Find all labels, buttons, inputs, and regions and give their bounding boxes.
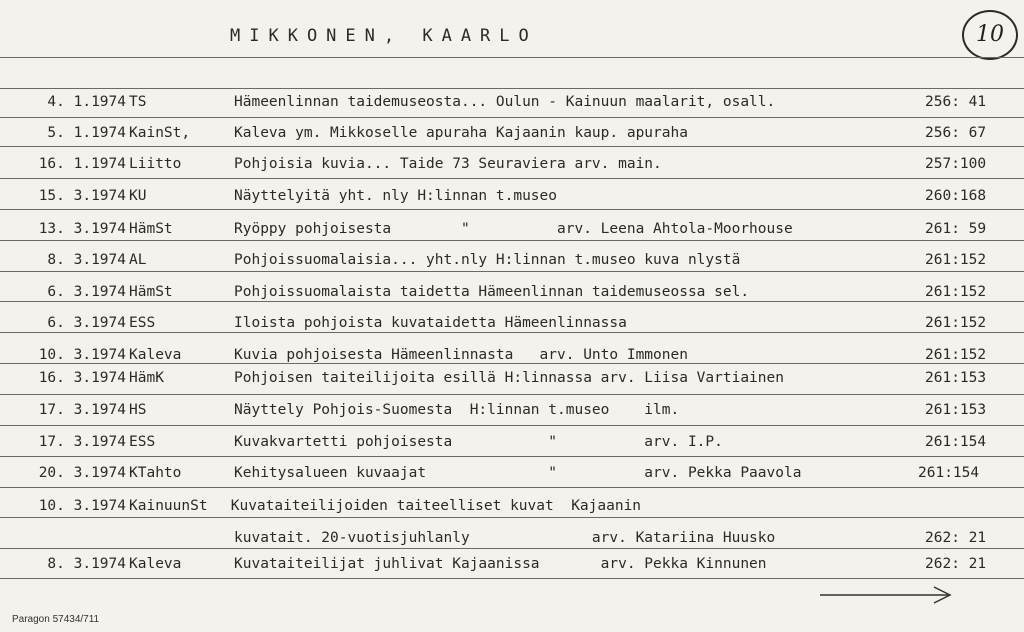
entry-source: Liitto <box>129 156 182 172</box>
entry-date: 8. 3.1974 <box>47 252 126 268</box>
entry-date: 17. 3.1974 <box>38 434 126 450</box>
entry-text: kuvatait. 20-vuotisjuhlanly arv. Katariina Huusko <box>234 530 776 546</box>
entry-date: 8. 3.1974 <box>47 556 126 572</box>
entry-source: ESS <box>129 434 156 450</box>
entry-row <box>0 344 1024 366</box>
row-rule <box>0 240 1024 241</box>
entry-source: HS <box>129 402 147 418</box>
entry-text: Pohjoisia kuvia... Taide 73 Seuraviera arv. main. <box>234 156 662 172</box>
entry-text: Hämeenlinnan taidemuseosta... Oulun - Kainuun maalarit, osall. <box>234 94 776 110</box>
row-rule <box>0 456 1024 457</box>
entry-ref: 261:152 <box>925 315 987 331</box>
row-rule <box>0 394 1024 395</box>
entry-text: Kuvataiteilijoiden taiteelliset kuvat Kajaanin <box>222 498 642 514</box>
entry-row <box>0 218 1024 240</box>
entry-date: 20. 3.1974 <box>38 465 126 481</box>
entry-row <box>0 249 1024 271</box>
entry-date: 4. 1.1974 <box>47 94 126 110</box>
entry-row <box>0 495 1024 517</box>
print-code: Paragon 57434/711 <box>12 614 100 625</box>
entry-ref: 256: 67 <box>925 125 987 141</box>
entry-text: Ryöppy pohjoisesta " arv. Leena Ahtola-Moorhouse <box>234 221 793 237</box>
entry-text: Kaleva ym. Mikkoselle apuraha Kajaanin kaup. apuraha <box>234 125 688 141</box>
entry-date: 15. 3.1974 <box>38 188 126 204</box>
row-rule <box>0 178 1024 179</box>
entry-row <box>0 91 1024 113</box>
entry-text: Iloista pohjoista kuvataidetta Hämeenlinnassa <box>234 315 627 331</box>
entry-source: Kaleva <box>129 556 182 572</box>
entry-date: 16. 1.1974 <box>38 156 126 172</box>
entry-source: HämK <box>129 370 164 386</box>
entry-source: KainSt, <box>129 125 191 141</box>
entry-row-continuation <box>0 527 1024 549</box>
row-rule <box>0 146 1024 147</box>
entry-row <box>0 431 1024 453</box>
entry-source: KU <box>129 188 147 204</box>
entry-text: Pohjoisen taiteilijoita esillä H:linnassa arv. Liisa Vartiainen <box>234 370 784 386</box>
entry-source: Kaleva <box>129 347 182 363</box>
entry-text: Pohjoissuomalaisia... yht.nly H:linnan t.museo kuva nlystä <box>234 252 741 268</box>
header-rule <box>0 57 1024 58</box>
entry-date: 16. 3.1974 <box>38 370 126 386</box>
entry-row <box>0 281 1024 303</box>
row-rule <box>0 271 1024 272</box>
entry-ref: 261:154 <box>918 465 980 481</box>
row-rule <box>0 209 1024 210</box>
entry-date: 6. 3.1974 <box>47 315 126 331</box>
entry-date: 17. 3.1974 <box>38 402 126 418</box>
entry-source: TS <box>129 94 147 110</box>
row-rule <box>0 487 1024 488</box>
entry-row <box>0 462 1024 484</box>
entry-row <box>0 399 1024 421</box>
entry-date: 13. 3.1974 <box>38 221 126 237</box>
row-rule <box>0 117 1024 118</box>
entry-text: Kehitysalueen kuvaajat " arv. Pekka Paavola <box>234 465 802 481</box>
entry-row <box>0 185 1024 207</box>
row-rule <box>0 517 1024 518</box>
entry-text: Kuvia pohjoisesta Hämeenlinnasta arv. Unto Immonen <box>234 347 688 363</box>
entry-source: AL <box>129 252 147 268</box>
entry-row <box>0 553 1024 575</box>
entry-text: Kuvakvartetti pohjoisesta " arv. I.P. <box>234 434 723 450</box>
entry-date: 5. 1.1974 <box>47 125 126 141</box>
entry-text: Kuvataiteilijat juhlivat Kajaanissa arv. Pekka Kinnunen <box>234 556 767 572</box>
row-rule <box>0 425 1024 426</box>
entry-ref: 256: 41 <box>925 94 987 110</box>
entry-source: HämSt <box>129 221 173 237</box>
entry-text: Näyttelyitä yht. nly H:linnan t.museo <box>234 188 558 204</box>
entry-row <box>0 367 1024 389</box>
entry-row <box>0 122 1024 144</box>
card-number-circle: 10 <box>962 10 1018 60</box>
entry-ref: 261:153 <box>925 370 987 386</box>
row-rule <box>0 578 1024 579</box>
entry-ref: 262: 21 <box>925 556 987 572</box>
entry-date: 10. 3.1974 <box>38 498 126 514</box>
entry-date: 6. 3.1974 <box>47 284 126 300</box>
entry-ref: 261:153 <box>925 402 987 418</box>
entry-text: Näyttely Pohjois-Suomesta H:linnan t.museo ilm. <box>234 402 680 418</box>
entry-ref: 257:100 <box>925 156 987 172</box>
entry-source: ESS <box>129 315 156 331</box>
entry-text: Pohjoissuomalaista taidetta Hämeenlinnan taidemuseossa sel. <box>234 284 750 300</box>
entry-ref: 261:154 <box>925 434 987 450</box>
card-header-name: MIKKONEN, KAARLO <box>230 26 538 46</box>
entry-ref: 261:152 <box>925 284 987 300</box>
row-rule <box>0 88 1024 89</box>
entry-ref: 261: 59 <box>925 221 987 237</box>
entry-row <box>0 153 1024 175</box>
entry-source: KTahto <box>129 465 182 481</box>
entry-source: HämSt <box>129 284 173 300</box>
entry-date: 10. 3.1974 <box>38 347 126 363</box>
entry-ref: 260:168 <box>925 188 987 204</box>
entry-ref: 262: 21 <box>925 530 987 546</box>
entry-ref: 261:152 <box>925 347 987 363</box>
entry-ref: 261:152 <box>925 252 987 268</box>
entry-source: KainuunSt <box>129 498 208 514</box>
continue-arrow-icon <box>818 584 958 604</box>
entry-row <box>0 312 1024 334</box>
